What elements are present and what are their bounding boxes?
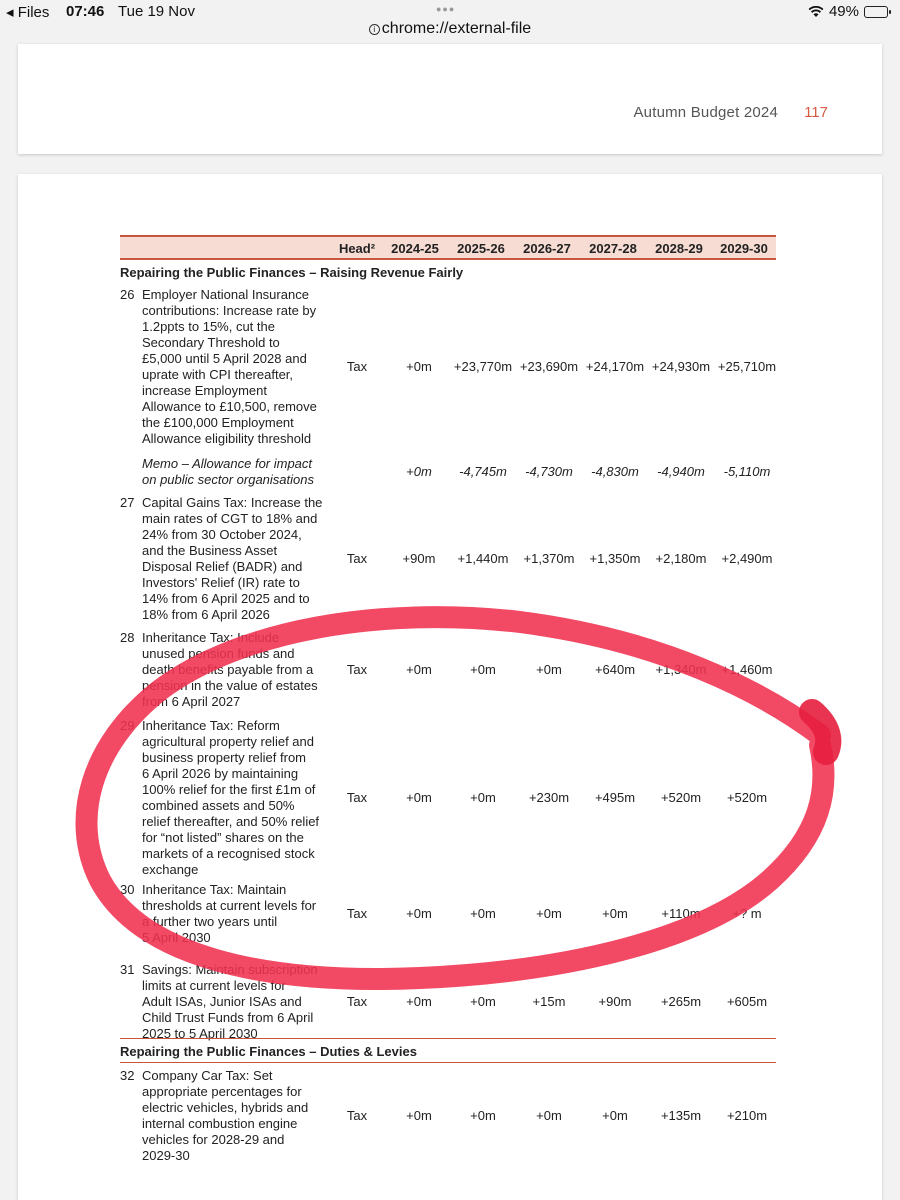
header-year: 2028-29 [655,241,703,256]
description-line: 24% from 30 October 2024, [142,527,302,542]
description-line: Memo – Allowance for impact [142,456,313,471]
table-row [120,962,776,1042]
row-number: 30 [120,882,135,897]
row-value: +0m [470,994,496,1009]
description-line: thresholds at current levels for [142,898,317,913]
table-row [120,287,776,447]
row-value: +0m [406,464,432,479]
table-row [120,718,776,878]
row-value: +0m [536,1108,562,1123]
description-line: Inheritance Tax: Include [142,630,280,645]
row-number: 28 [120,630,135,645]
row-value: +1,350m [589,551,641,566]
description-line: 2029-30 [142,1148,190,1163]
header-year: 2024-25 [391,241,439,256]
row-value: +23,690m [519,359,579,374]
description-line: Secondary Threshold to [142,335,280,350]
description-line: increase Employment [142,383,267,398]
table-row [120,882,776,946]
row-head: Tax [346,551,368,566]
row-value: +0m [406,662,432,677]
row-number: 32 [120,1068,135,1083]
description-line: pension in the value of estates [142,678,318,693]
row-value: -5,110m [723,464,771,479]
url-text: chrome://external-file [381,20,532,37]
description-line: Inheritance Tax: Maintain [142,882,287,897]
row-number: 26 [120,287,135,302]
description-line: internal combustion engine [142,1116,298,1131]
row-value: +605m [726,994,768,1009]
row-value: +0m [406,906,432,921]
description-line: contributions: Increase rate by [142,303,317,318]
description-line: Inheritance Tax: Reform [142,718,280,733]
description-line: Employer National Insurance [142,287,309,302]
row-value: -4,745m [459,464,507,479]
row-value: +0m [470,906,496,921]
row-value: +1,460m [721,662,773,677]
description-line: uprate with CPI thereafter, [142,367,294,382]
row-value: -4,940m [657,464,705,479]
info-icon[interactable]: i [369,24,380,35]
description-line: vehicles for 2028-29 and [142,1132,285,1147]
row-value: +0m [536,662,562,677]
table-row [120,1068,776,1164]
description-line: electric vehicles, hybrids and [142,1100,309,1115]
description-line: Allowance to £10,500, remove [142,399,317,414]
description-line: business property relief from [142,750,307,765]
table-row [120,630,776,710]
row-description [142,1068,332,1164]
row-head: Tax [346,359,368,374]
section-heading: Repairing the Public Finances – Duties & Levies [120,1044,417,1059]
description-line: main rates of CGT to 18% and [142,511,318,526]
description-line: £5,000 until 5 April 2028 and [142,351,307,366]
battery-icon [864,6,888,18]
row-value: +0m [406,359,432,374]
row-value: +2,490m [721,551,773,566]
battery-percent: 49% [828,3,859,20]
description-line: Adult ISAs, Junior ISAs and [142,994,302,1009]
row-value: +0m [602,1108,628,1123]
row-value: +495m [594,790,636,805]
budget-table [120,235,776,260]
row-description [142,962,332,1042]
description-line: 6 April 2026 by maintaining [142,766,299,781]
description-line: Allowance eligibility threshold [142,431,312,446]
description-line: agricultural property relief and [142,734,314,749]
row-value: +0m [602,906,628,921]
description-line: combined assets and 50% [142,798,295,813]
description-line: limits at current levels for [142,978,286,993]
page-number: 117 [804,104,828,121]
wifi-icon [808,6,824,18]
row-value: -4,730m [525,464,573,479]
row-description [142,882,332,946]
row-description [142,718,332,878]
description-line: 18% from 6 April 2026 [142,607,270,622]
row-value: +24,930m [651,359,711,374]
description-line: Capital Gains Tax: Increase the [142,495,323,510]
row-description [142,287,332,447]
row-value: +520m [660,790,702,805]
description-line: for “not listed” shares on the [142,830,304,845]
description-line: Investors' Relief (IR) rate to [142,575,300,590]
description-line: relief thereafter, and 50% relief [142,814,320,829]
pdf-page-previous [18,44,882,154]
description-line: on public sector organisations [142,472,314,487]
description-line: death benefits payable from a [142,662,314,677]
row-value: +2,180m [655,551,707,566]
section-heading: Repairing the Public Finances – Raising Revenue Fairly [120,265,464,280]
row-value: +23,770m [453,359,513,374]
row-value: +640m [594,662,636,677]
row-value: +0m [470,1108,496,1123]
header-head: Head² [338,241,376,256]
row-value: +90m [598,994,632,1009]
url-bar[interactable] [0,20,900,44]
description-line: 2025 to 5 April 2030 [142,1026,258,1041]
row-head: Tax [346,906,368,921]
row-value: +265m [660,994,702,1009]
table-header [120,235,776,260]
row-value: +15m [532,994,566,1009]
description-line: Savings: Maintain subscription [142,962,318,977]
row-head: Tax [346,994,368,1009]
description-line: Company Car Tax: Set [142,1068,273,1083]
row-value: +135m [660,1108,702,1123]
row-number: 29 [120,718,135,733]
row-value: +210m [726,1108,768,1123]
row-number: 31 [120,962,135,977]
section-divider [120,1038,776,1039]
description-line: appropriate percentages for [142,1084,302,1099]
row-value: +110m [661,906,701,921]
row-value: +0m [406,790,432,805]
table-row [120,495,776,623]
row-value: -4,830m [591,464,639,479]
row-value: +0m [406,1108,432,1123]
status-date: Tue 19 Nov [118,3,195,20]
row-head: Tax [346,1108,368,1123]
row-value: +1,340m [655,662,707,677]
description-line: and the Business Asset [142,543,278,558]
multitasking-dots-icon[interactable]: ●●● [436,4,456,14]
row-value: +25,710m [717,359,777,374]
header-year: 2027-28 [589,241,637,256]
row-value: +0m [470,790,496,805]
row-description [142,630,332,710]
description-line: unused pension funds and [142,646,295,661]
table-row [120,456,776,488]
description-line: from 6 April 2027 [142,694,241,709]
description-line: the £100,000 Employment [142,415,294,430]
row-description [142,495,332,623]
row-value: +0m [406,994,432,1009]
row-value: +90m [402,551,436,566]
row-value: +1,440m [457,551,509,566]
row-description [142,456,332,488]
description-line: 100% relief for the first £1m of [142,782,316,797]
description-line: 14% from 6 April 2025 and to [142,591,310,606]
header-year: 2026-27 [523,241,571,256]
running-title: Autumn Budget 2024 [633,104,778,121]
row-value: +230m [528,790,570,805]
row-value: +0m [536,906,562,921]
row-value: +520m [726,790,768,805]
pdf-page-current [18,174,882,1200]
header-year: 2029-30 [720,241,768,256]
description-line: Disposal Relief (BADR) and [142,559,303,574]
row-head: Tax [346,790,368,805]
row-value: +24,170m [585,359,645,374]
description-line: exchange [142,862,199,877]
description-line: Child Trust Funds from 6 April [142,1010,314,1025]
row-value: +0m [470,662,496,677]
status-right [808,3,888,20]
description-line: a further two years until [142,914,278,929]
description-line: markets of a recognised stock [142,846,315,861]
back-to-files-button[interactable]: ◂ Files [6,4,50,21]
description-line: 5 April 2030 [142,930,211,945]
row-value: +? m [732,906,762,921]
description-line: 1.2ppts to 15%, cut the [142,319,275,334]
header-year: 2025-26 [457,241,505,256]
row-number: 27 [120,495,135,510]
row-value: +1,370m [523,551,575,566]
row-head: Tax [346,662,368,677]
section-divider [120,1062,776,1063]
status-time: 07:46 [66,3,105,20]
